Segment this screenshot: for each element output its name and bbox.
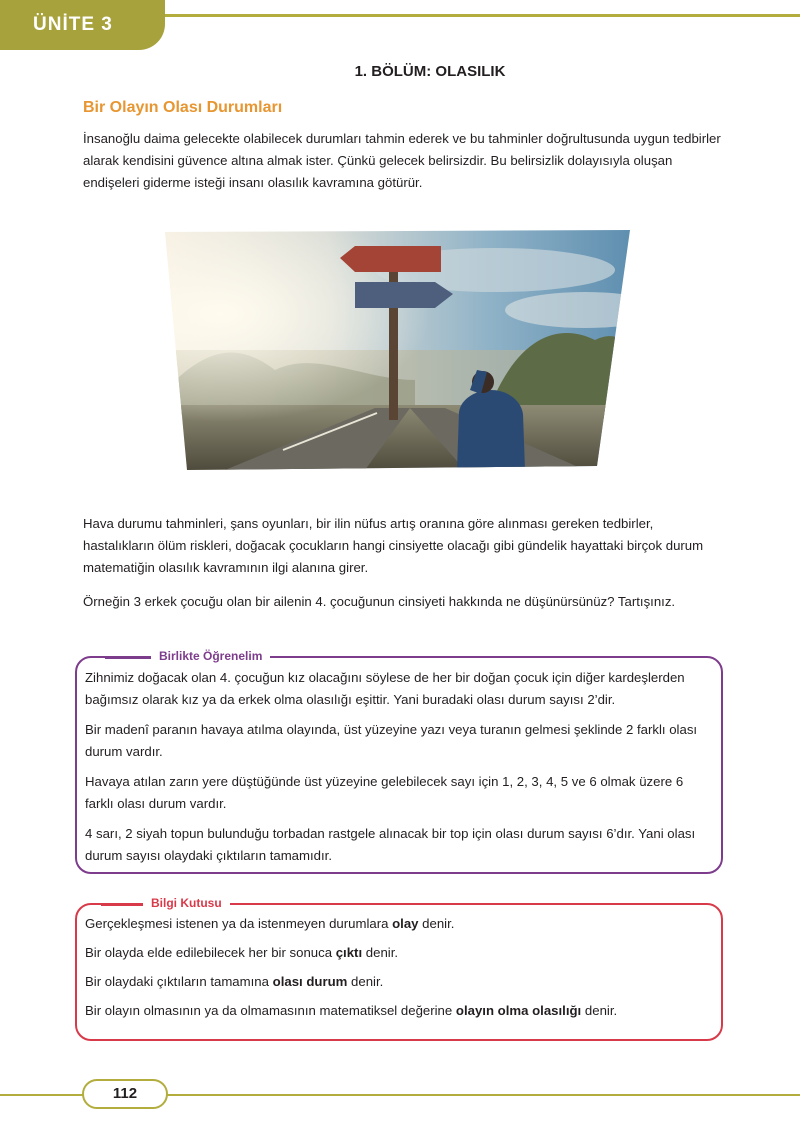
box-label: Birlikte Öğrenelim bbox=[151, 649, 270, 663]
definition-term: olayın olma olasılığı bbox=[455, 1003, 582, 1018]
unit-tab bbox=[0, 0, 165, 50]
page-number: 112 bbox=[82, 1079, 168, 1109]
body-paragraph-2: Örneğin 3 erkek çocuğu olan bir ailenin 4. çocuğunun cinsiyeti hakkında ne düşünürsünüz? Tartışınız. bbox=[83, 594, 676, 609]
box-label: Bilgi Kutusu bbox=[143, 896, 230, 910]
definition-item: Bir olayda elde edilebilecek her bir sonuca çıktı denir. bbox=[85, 945, 399, 960]
birlikte-item: Zihnimiz doğacak olan 4. çocuğun kız olacağını söylese de her bir doğan çocuk için diğer kardeşlerden bağımsız olarak kız ya da erkek olma olasılığı eşittir. Yani buradaki olası durum sayısı 2’dir. bbox=[85, 670, 685, 707]
unit-label: ÜNİTE 3 bbox=[33, 14, 113, 35]
intro-paragraph: İnsanoğlu daima gelecekte olabilecek durumları tahmin ederek ve bu tahminler doğrultusunda uygun tedbirler alarak kendisini güvence altına almak ister. Çünkü gelecek belirsizdir. Bu belirsizlik dolayısıyla oluşan endişeleri giderme isteği insanı olasılık kavramına götürür. bbox=[83, 131, 721, 190]
definition-item: Bir olaydaki çıktıların tamamına olası durum denir. bbox=[85, 974, 384, 989]
definition-term: çıktı bbox=[335, 945, 363, 960]
crossroads-photo bbox=[165, 230, 630, 470]
section-title: 1. BÖLÜM: OLASILIK bbox=[354, 63, 506, 80]
label-accent-line bbox=[101, 904, 143, 906]
body-paragraph-1: Hava durumu tahminleri, şans oyunları, bir ilin nüfus artış oranına göre alınması gereken tedbirler, hastalıkların ölüm riskleri, doğacak çocukların hangi cinsiyette olacağı gibi gündelik hayattaki birçok durum matematiğin olasılık kavramının ilgi alanına girer. bbox=[83, 516, 704, 575]
definition-item: Bir olayın olmasının ya da olmamasının matematiksel değerine olayın olma olasılığı denir. bbox=[85, 1003, 618, 1018]
definition-item: Gerçekleşmesi istenen ya da istenmeyen durumlara olay denir. bbox=[85, 916, 455, 931]
definition-term: olay bbox=[392, 916, 419, 931]
subsection-heading: Bir Olayın Olası Durumları bbox=[83, 99, 283, 116]
label-accent-line bbox=[105, 657, 151, 659]
birlikte-item: 4 sarı, 2 siyah topun bulunduğu torbadan rastgele alınacak bir top için olası durum sayısı 6’dır. Yani olası durum sayısı olaydaki çıktıların tamamıdır. bbox=[85, 826, 696, 863]
bilgi-kutusu-box bbox=[75, 896, 723, 1041]
definition-term: olası durum bbox=[272, 974, 348, 989]
birlikte-item: Havaya atılan zarın yere düştüğünde üst yüzeyine gelebilecek sayı için 1, 2, 3, 4, 5 ve 6 olmak üzere 6 farklı olası durum vardır. bbox=[85, 774, 684, 811]
birlikte-ogrenelim-box bbox=[75, 649, 723, 874]
birlikte-item: Bir madenî paranın havaya atılma olayında, üst yüzeyine yazı veya turanın gelmesi şeklinde 2 farklı olası durum vardır. bbox=[85, 722, 698, 759]
